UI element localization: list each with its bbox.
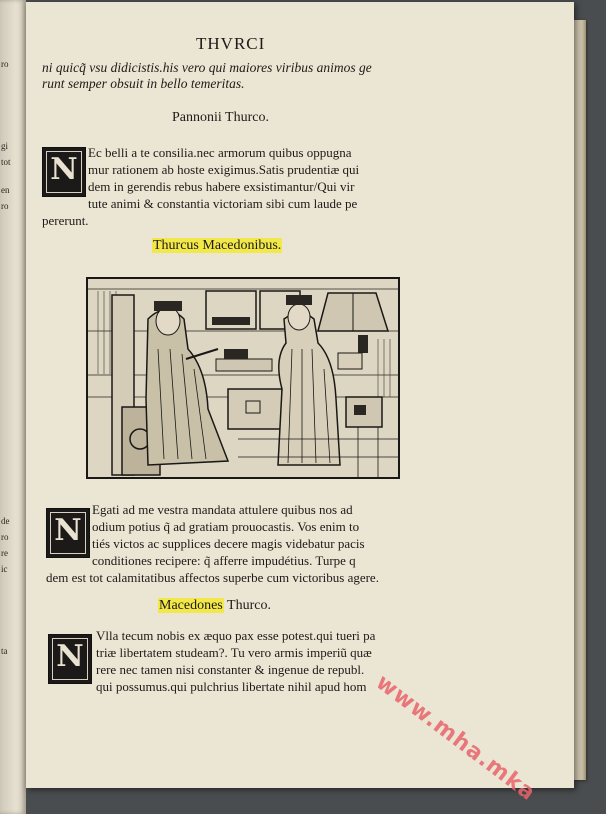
section-heading: Pannonii Thurco. bbox=[172, 110, 269, 125]
left-page-fragment: ic bbox=[1, 564, 8, 574]
text-line: Egati ad me vestra mandata attulere quibus nos ad bbox=[92, 502, 353, 517]
left-page-fragment: gi bbox=[1, 141, 9, 151]
ornate-initial-icon bbox=[42, 147, 86, 197]
intro-line: ni quicq̃ vsu didicistis.his vero qui maiores viribus animos ge bbox=[42, 60, 372, 75]
heading-suffix: Thurco. bbox=[223, 598, 271, 613]
text-line: qui possumus.qui pulchrius libertate nihil apud hom bbox=[96, 679, 367, 694]
ornate-initial-icon bbox=[48, 634, 92, 684]
text-line: dem in gerendis rebus habere exsistimantur/Qui vir bbox=[88, 179, 355, 194]
text-line: pererunt. bbox=[42, 213, 89, 228]
section-heading bbox=[158, 598, 271, 614]
text-line: dem est tot calamitatibus affectos superbe cum victoribus agere. bbox=[46, 570, 379, 585]
left-page-fragment: ro bbox=[1, 532, 9, 542]
text-line: tiés victos ac supplices decere magis videbatur pacis bbox=[92, 536, 365, 551]
left-page-fragment: re bbox=[1, 548, 8, 558]
text-line: mur rationem ab hoste exigimus.Satis prudentiæ qui bbox=[88, 162, 360, 177]
left-facing-page bbox=[0, 0, 26, 814]
text-line: Vlla tecum nobis ex æquo pax esse potest.qui tueri pa bbox=[96, 628, 376, 643]
text-line: tute animi & constantia victoriam sibi cum laude pe bbox=[88, 196, 358, 211]
initial-letter: N bbox=[54, 513, 82, 548]
left-page-fragment: ro bbox=[1, 59, 9, 69]
text-line: triæ libertatem studeam?. Tu vero armis imperiũ quæ bbox=[96, 645, 372, 660]
left-page-fragment: en bbox=[1, 185, 10, 195]
initial-letter: N bbox=[56, 639, 84, 674]
left-page-fragment: ro bbox=[1, 201, 9, 211]
running-head: THVRCI bbox=[196, 34, 266, 53]
highlighted-heading: Macedones bbox=[159, 598, 223, 613]
woodcut-scholars-icon bbox=[86, 277, 400, 479]
highlighted-heading: Thurcus Macedonibus. bbox=[153, 238, 282, 253]
watermark-text: www.mha.mka bbox=[370, 670, 541, 807]
left-page-fragment: de bbox=[1, 516, 10, 526]
initial-letter: N bbox=[50, 152, 78, 187]
left-page-fragment: ta bbox=[1, 646, 8, 656]
text-line: odium potius q̃ ad gratiam prouocastis. Vos enim to bbox=[92, 519, 360, 534]
section-heading bbox=[152, 238, 282, 254]
page-edge bbox=[574, 20, 586, 780]
book-page bbox=[26, 2, 574, 788]
ornate-initial-icon bbox=[46, 508, 90, 558]
text-line: conditiones recipere: q̃ afferre impudétius. Turpe q bbox=[92, 553, 356, 568]
text-line: Ec belli a te consilia.nec armorum quibus oppugna bbox=[88, 145, 352, 160]
text-line: rere nec tamen nisi constanter & ingenue de republ. bbox=[96, 662, 365, 677]
intro-line: runt semper obsuit in bello temeritas. bbox=[42, 76, 245, 91]
left-page-fragment: tot bbox=[1, 157, 11, 167]
